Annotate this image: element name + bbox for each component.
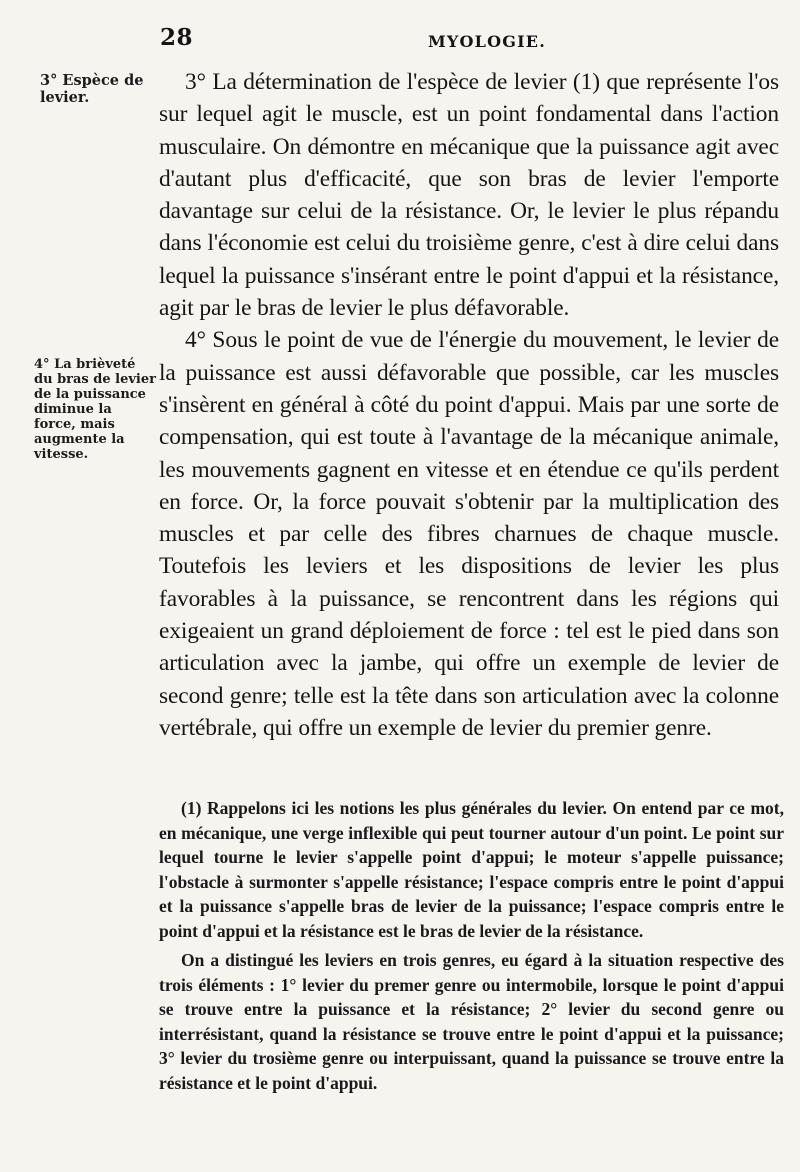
footnote-definition: (1) Rappelons ici les notions les plus générales du levier. On entend par ce mot, en mécanique, une verge inflexible qui peut tourner autour d'un point. Le point sur lequel tourne le levier s'appelle point d'appui; le moteur s'appelle puissance; l'obstacle à surmonter s'appelle résistance; l'espace compris entre le point d'appui et la puissance s'appelle bras de levier de la puissance; l'espace compris entre le point d'appui et la résistance est le bras de levier de la résistance. (159, 798, 784, 941)
margin-note-lever-arm: 4° La brièveté du bras de levier de la puissance diminue la force, mais augmente la vitesse. (34, 357, 156, 462)
main-text (159, 66, 779, 744)
margin-note-lever-type: 3° Espèce de levier. (40, 72, 144, 106)
page-number: 28 (160, 24, 194, 51)
running-head (160, 24, 630, 54)
footnote-genres: On a distingué les leviers en trois genres, eu égard à la situation respective des trois éléments : 1° levier du premer genre ou intermobile, lorsque le point d'appui se trouve entre la puissance et la résistance; 2° levier du second genre ou interrésistant, quand la résistance se trouve entre le point d'appui et la puissance; 3° levier du trosième genre ou interpuissant, quand la puissance se trouve entre la résistance et le point d'appui. (159, 950, 784, 1093)
running-title: MYOLOGIE. (428, 32, 546, 51)
paragraph-energy: 4° Sous le point de vue de l'énergie du mouvement, le levier de la puissance est aussi défavorable que possible, car les muscles s'insèrent en général à côté du point d'appui. Mais par une sorte de compensation, qui est toute à l'avantage de la mécanique animale, les mouvements gagnent en vitesse et en étendue ce qu'ils perdent en force. Or, la force pouvait s'obtenir par la multiplication des muscles et par celle des fibres charnues de chaque muscle. Toutefois les leviers et les dispositions de levier les plus favorables à la puissance, se rencontrent dans les régions qui exigeaient un grand déploiement de force : tel est le pied dans son articulation avec la jambe, qui offre un exemple de levier de second genre; telle est la tête dans son articulation avec la colonne vertébrale, qui offre un exemple de levier du premier genre. (159, 327, 779, 741)
paragraph-lever-type: 3° La détermination de l'espèce de levier (1) que représente l'os sur lequel agit le muscle, est un point fondamental dans l'action musculaire. On démontre en mécanique que la puissance agit avec d'autant plus d'efficacité, que son bras de levier l'emporte davantage sur celui de la résistance. Or, le levier le plus répandu dans l'économie est celui du troisième genre, c'est à dire celui dans lequel la puissance s'insérant entre le point d'appui et la résistance, agit par le bras de levier le plus défavorable. (159, 69, 779, 322)
footnote (159, 796, 784, 1095)
